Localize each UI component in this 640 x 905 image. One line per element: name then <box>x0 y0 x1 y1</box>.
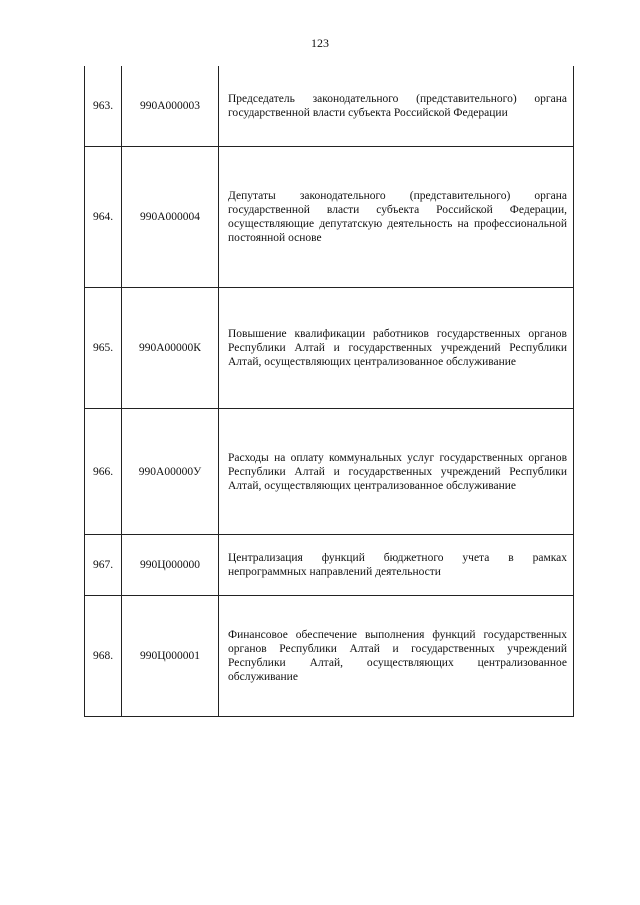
table-row <box>85 288 574 409</box>
row-number: 963. <box>85 66 122 147</box>
row-name: Повышение квалификации работников государственных органов Республики Алтай и государственных учреждений Республики Алтай, осуществляющих централизованное обслуживание <box>219 288 574 409</box>
row-number: 966. <box>85 409 122 535</box>
row-code: 990А00000У <box>122 409 219 535</box>
row-name: Централизация функций бюджетного учета в рамках непрограммных направлений деятельности <box>219 535 574 596</box>
row-number: 964. <box>85 147 122 288</box>
row-code: 990Ц000001 <box>122 596 219 717</box>
table-row <box>85 66 574 147</box>
row-name: Председатель законодательного (представительного) органа государственной власти субъекта Российской Федерации <box>219 66 574 147</box>
table-row <box>85 147 574 288</box>
row-name: Расходы на оплату коммунальных услуг государственных органов Республики Алтай и государственных учреждений Республики Алтай, осуществляющих централизованное обслуживание <box>219 409 574 535</box>
row-code: 990А000004 <box>122 147 219 288</box>
table-row <box>85 596 574 717</box>
table-row <box>85 535 574 596</box>
row-name: Депутаты законодательного (представительного) органа государственной власти субъекта Российской Федерации, осуществляющие депутатскую деятельность на профессиональной постоянной основе <box>219 147 574 288</box>
row-number: 965. <box>85 288 122 409</box>
page-number: 123 <box>311 36 329 50</box>
row-number: 967. <box>85 535 122 596</box>
row-code: 990А00000К <box>122 288 219 409</box>
row-number: 968. <box>85 596 122 717</box>
table-row <box>85 409 574 535</box>
row-code: 990Ц000000 <box>122 535 219 596</box>
row-name: Финансовое обеспечение выполнения функций государственных органов Республики Алтай и государственных учреждений Республики Алтай, осуществляющих централизованное обслуживание <box>219 596 574 717</box>
row-code: 990А000003 <box>122 66 219 147</box>
budget-codes-table <box>84 66 574 717</box>
